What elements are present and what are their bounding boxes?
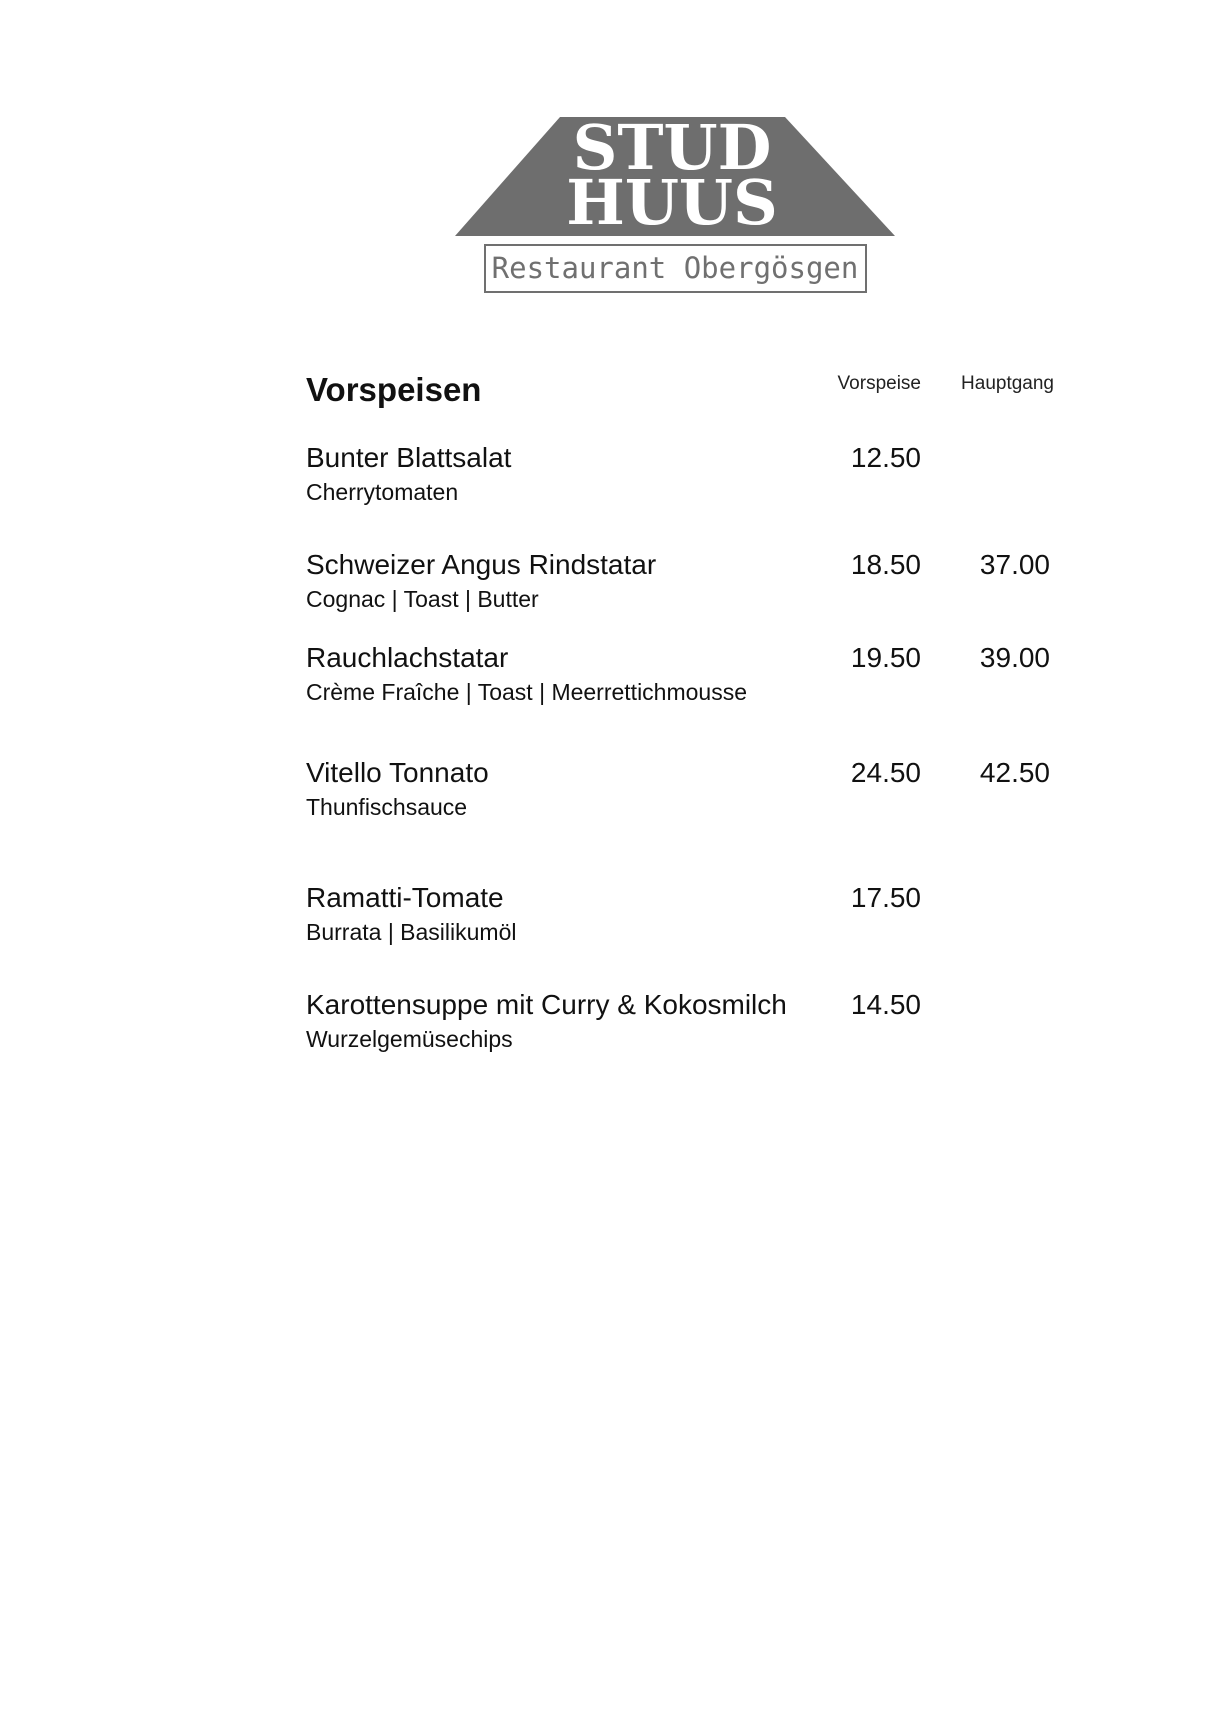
price-vorspeise: 14.50 (850, 989, 921, 1020)
price-vorspeise: 17.50 (850, 882, 921, 913)
menu-item (306, 881, 1056, 951)
restaurant-logo (455, 117, 895, 295)
item-name: Karottensuppe mit Curry & Kokosmilch (306, 989, 787, 1020)
menu-item (306, 548, 1056, 618)
item-description: Cognac | Toast | Butter (306, 586, 539, 612)
logo-line-2: HUUS (566, 166, 778, 239)
price-vorspeise: 12.50 (850, 442, 921, 473)
section-title: Vorspeisen (306, 371, 482, 408)
menu-item (306, 756, 1056, 826)
item-name: Bunter Blattsalat (306, 442, 512, 473)
item-description: Cherrytomaten (306, 479, 459, 505)
item-name: Rauchlachstatar (306, 642, 509, 673)
item-description: Crème Fraîche | Toast | Meerrettichmousse (306, 679, 748, 705)
item-description: Thunfischsauce (306, 794, 468, 820)
menu-item (306, 441, 1056, 511)
column-header-hauptgang: Hauptgang (961, 373, 1054, 394)
price-vorspeise: 18.50 (850, 549, 921, 580)
price-hauptgang: 39.00 (979, 642, 1050, 673)
price-vorspeise: 24.50 (850, 757, 921, 788)
logo-line-1: STUD (572, 117, 772, 184)
price-hauptgang: 37.00 (979, 549, 1050, 580)
menu-item (306, 988, 1056, 1058)
logo-graphic (455, 117, 895, 295)
price-hauptgang: 42.50 (979, 757, 1050, 788)
item-description: Wurzelgemüsechips (306, 1026, 513, 1052)
logo-tagline: Restaurant Obergösgen (491, 251, 859, 285)
item-name: Vitello Tonnato (306, 757, 489, 788)
column-header-vorspeise: Vorspeise (837, 373, 921, 394)
price-vorspeise: 19.50 (850, 642, 921, 673)
item-name: Schweizer Angus Rindstatar (306, 549, 657, 580)
menu-item (306, 641, 1056, 711)
item-description: Burrata | Basilikumöl (306, 919, 517, 945)
item-name: Ramatti-Tomate (306, 882, 504, 913)
